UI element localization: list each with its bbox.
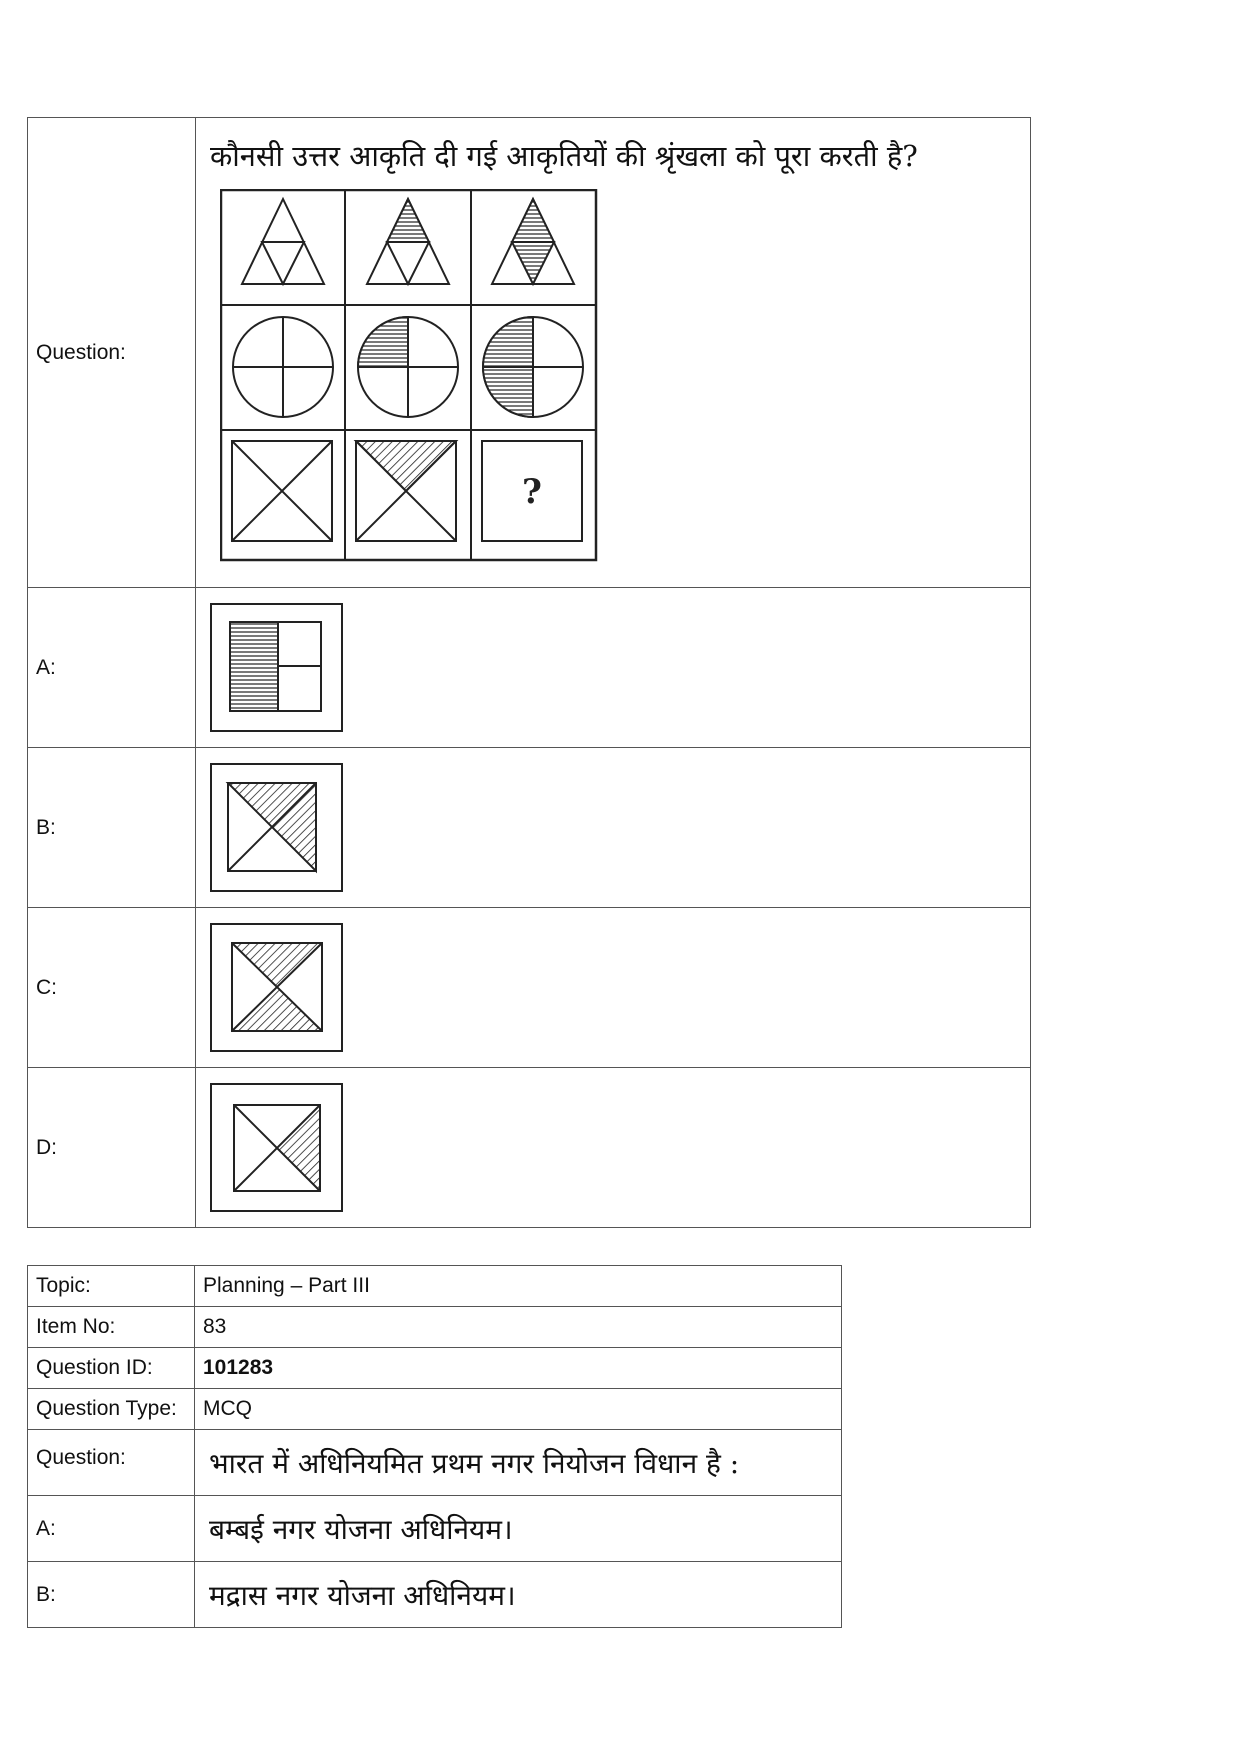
option-row-c (28, 908, 1031, 1068)
question2-option-a-text: बम्बई नगर योजना अधिनियम। (195, 1496, 842, 1562)
triangle-figure-1 (242, 199, 324, 284)
item-no-label: Item No: (28, 1307, 195, 1348)
question2-option-b-label: B: (28, 1562, 195, 1628)
figure-series-puzzle (220, 189, 600, 569)
question-type-value: MCQ (195, 1389, 842, 1430)
triangle-figure-2 (367, 199, 449, 284)
question2-option-a-label: A: (28, 1496, 195, 1562)
option-row-d (28, 1068, 1031, 1228)
option-c-figure (210, 923, 344, 1053)
triangle-figure-3 (492, 199, 574, 284)
topic-value: Planning – Part III (195, 1266, 842, 1307)
missing-figure-mark: ? (522, 472, 542, 512)
circle-figure-1 (233, 317, 333, 417)
option-label-b: B: (28, 748, 196, 908)
circle-figure-3 (483, 317, 583, 417)
question-id-label: Question ID: (28, 1348, 195, 1389)
topic-row (28, 1266, 842, 1307)
item-no-row (28, 1307, 842, 1348)
question-id-row (28, 1348, 842, 1389)
question-row (28, 118, 1031, 588)
option-label-c: C: (28, 908, 196, 1068)
question-type-row (28, 1389, 842, 1430)
topic-label: Topic: (28, 1266, 195, 1307)
question-label: Question: (28, 118, 196, 588)
question-type-label: Question Type: (28, 1389, 195, 1430)
option-label-a: A: (28, 588, 196, 748)
question-id-value: 101283 (195, 1348, 842, 1389)
question2-option-b-text: मद्रास नगर योजना अधिनियम। (195, 1562, 842, 1628)
item-no-value: 83 (195, 1307, 842, 1348)
question2-option-a-row (28, 1496, 842, 1562)
option-row-a (28, 588, 1031, 748)
option-b-figure (210, 763, 344, 893)
question-table (27, 117, 1031, 1228)
question-text: कौनसी उत्तर आकृति दी गई आकृतियों की श्रृंखला को पूरा करती है? (210, 139, 918, 173)
option-row-b (28, 748, 1031, 908)
question2-row (28, 1430, 842, 1496)
question-info-table (27, 1265, 842, 1628)
square-figure-2 (356, 441, 456, 541)
option-a-figure (210, 603, 344, 733)
circle-figure-2 (358, 317, 458, 417)
question2-label: Question: (28, 1430, 195, 1496)
option-d-figure (210, 1083, 344, 1213)
question2-text: भारत में अधिनियमित प्रथम नगर नियोजन विधान है : (195, 1430, 842, 1496)
option-label-d: D: (28, 1068, 196, 1228)
question2-option-b-row (28, 1562, 842, 1628)
square-figure-1 (232, 441, 332, 541)
